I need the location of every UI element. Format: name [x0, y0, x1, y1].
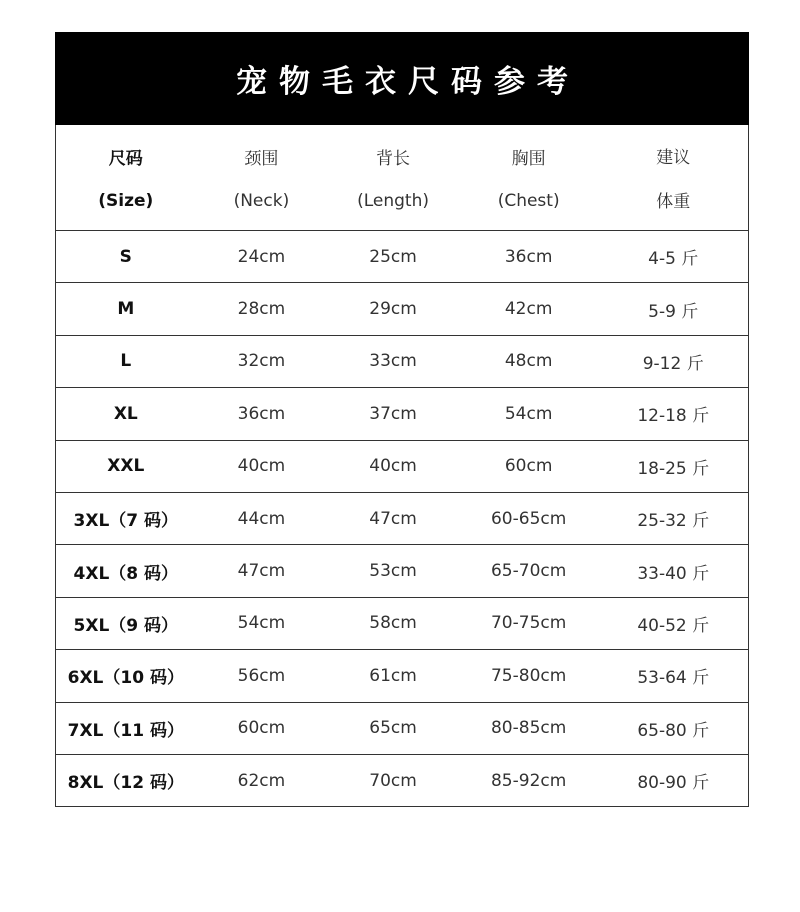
size-cell: 6XL（10 码）	[67, 668, 184, 689]
length-cell: 58cm	[369, 613, 417, 634]
table-row	[56, 598, 748, 650]
table-row	[56, 650, 748, 702]
chest-cell: 65-70cm	[490, 561, 567, 582]
size-cell: 8XL（12 码）	[67, 773, 184, 794]
size-table	[55, 125, 749, 807]
length-cell: 33cm	[369, 351, 417, 372]
table-row	[56, 545, 748, 597]
neck-cell: 36cm	[237, 403, 286, 424]
weight-cell: 53-64 斤	[637, 668, 710, 689]
table-row	[56, 755, 748, 807]
header-size-en: (Size)	[98, 191, 154, 211]
header-length-en: (Length)	[357, 191, 429, 211]
chest-cell: 48cm	[504, 351, 553, 372]
header-neck	[196, 125, 328, 230]
chest-cell: 60-65cm	[490, 508, 567, 529]
length-cell: 61cm	[369, 665, 417, 686]
header-weight-zh: 建议	[656, 147, 691, 168]
title-banner	[55, 32, 749, 125]
header-weight-sub: 体重	[656, 192, 691, 213]
table-row	[56, 336, 748, 388]
table-row	[56, 703, 748, 755]
chest-cell: 70-75cm	[490, 613, 567, 634]
length-cell: 53cm	[369, 561, 417, 582]
neck-cell: 32cm	[237, 351, 286, 372]
neck-cell: 56cm	[237, 665, 286, 686]
weight-cell: 12-18 斤	[637, 406, 710, 427]
header-neck-zh: 颈围	[244, 149, 279, 169]
length-cell: 37cm	[369, 403, 417, 424]
weight-cell: 5-9 斤	[648, 301, 699, 322]
size-cell: 5XL（9 码）	[73, 615, 179, 636]
chest-cell: 54cm	[504, 403, 553, 424]
size-cell: S	[119, 246, 132, 267]
size-cell: XXL	[107, 456, 145, 477]
chest-cell: 85-92cm	[490, 770, 567, 791]
weight-cell: 25-32 斤	[637, 511, 710, 532]
chest-cell: 36cm	[504, 246, 553, 267]
chest-cell: 75-80cm	[490, 665, 567, 686]
header-weight	[598, 125, 748, 230]
weight-cell: 40-52 斤	[637, 615, 710, 636]
neck-cell: 62cm	[237, 770, 286, 791]
header-chest	[459, 125, 599, 230]
chart-title: 宠物毛衣尺码参考	[236, 64, 580, 100]
neck-cell: 28cm	[237, 299, 286, 320]
size-cell: XL	[113, 403, 138, 424]
length-cell: 40cm	[369, 456, 417, 477]
weight-cell: 9-12 斤	[642, 353, 704, 374]
length-cell: 65cm	[369, 718, 417, 739]
size-cell: 4XL（8 码）	[73, 563, 179, 584]
size-cell: L	[120, 351, 132, 372]
chest-cell: 42cm	[504, 299, 553, 320]
header-neck-en: (Neck)	[233, 191, 290, 211]
header-chest-zh: 胸围	[511, 149, 546, 169]
table-header	[56, 125, 748, 231]
size-chart	[55, 32, 749, 807]
neck-cell: 54cm	[237, 613, 286, 634]
size-cell: M	[117, 299, 135, 320]
header-size-zh: 尺码	[108, 149, 143, 169]
chest-cell: 80-85cm	[490, 718, 567, 739]
neck-cell: 47cm	[237, 561, 286, 582]
header-length-zh: 背长	[376, 149, 411, 169]
length-cell: 70cm	[369, 770, 417, 791]
neck-cell: 60cm	[237, 718, 286, 739]
chest-cell: 60cm	[504, 456, 553, 477]
weight-cell: 4-5 斤	[648, 249, 699, 270]
size-cell: 3XL（7 码）	[73, 511, 179, 532]
weight-cell: 33-40 斤	[637, 563, 710, 584]
table-row	[56, 283, 748, 335]
table-row	[56, 388, 748, 440]
weight-cell: 65-80 斤	[637, 720, 710, 741]
length-cell: 29cm	[369, 299, 417, 320]
header-length	[327, 125, 459, 230]
table-row	[56, 493, 748, 545]
weight-cell: 80-90 斤	[637, 773, 710, 794]
length-cell: 47cm	[369, 508, 417, 529]
header-chest-en: (Chest)	[497, 191, 560, 211]
size-cell: 7XL（11 码）	[67, 720, 184, 741]
length-cell: 25cm	[369, 246, 417, 267]
neck-cell: 24cm	[237, 246, 286, 267]
weight-cell: 18-25 斤	[637, 458, 710, 479]
neck-cell: 40cm	[237, 456, 286, 477]
table-row	[56, 441, 748, 493]
table-row	[56, 231, 748, 283]
neck-cell: 44cm	[237, 508, 286, 529]
header-size	[56, 125, 196, 230]
